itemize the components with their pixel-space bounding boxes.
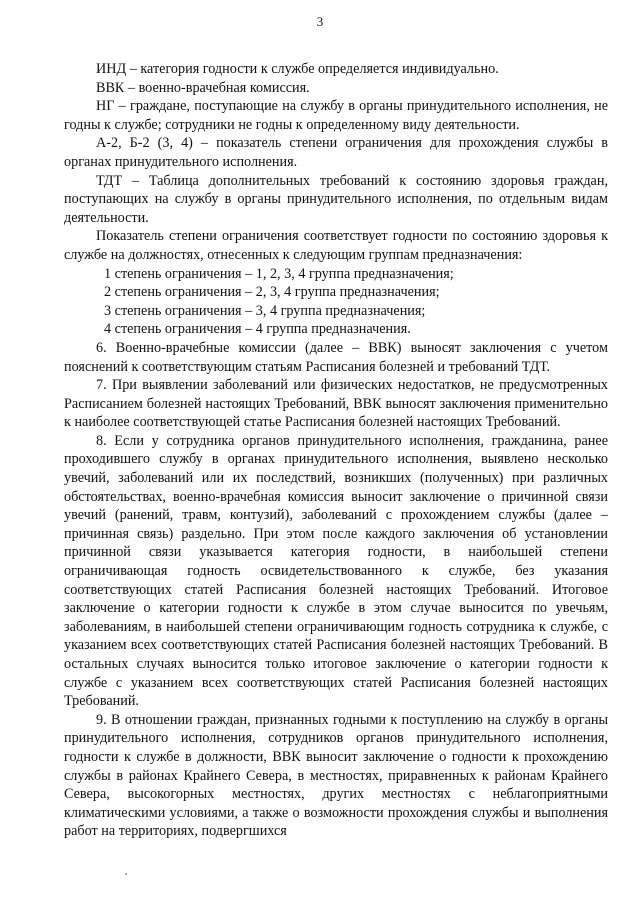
degree-item: 1 степень ограничения – 1, 2, 3, 4 группа предназначения;: [104, 265, 454, 282]
degree-item: 4 степень ограничения – 4 группа предназначения.: [104, 321, 411, 338]
degree-list: [64, 265, 608, 339]
clause-6: 6. Военно-врачебные комиссии (далее – ВВК) выносят заключения с учетом пояснений к соответствующим статьям Расписания болезней и требований ТДТ.: [64, 339, 608, 375]
degree-item: 2 степень ограничения – 2, 3, 4 группа предназначения;: [104, 284, 440, 301]
abbr-tdt: ТДТ – Таблица дополнительных требований к состоянию здоровья граждан, поступающих на службу в органы принудительного исполнения, по отдельным видам деятельности.: [64, 172, 608, 226]
abbr-ind: ИНД – категория годности к службе определяется индивидуально.: [96, 61, 499, 77]
clause-8: 8. Если у сотрудника органов принудительного исполнения, гражданина, ранее проходившего службу в органах принудительного исполнения, выявлено несколько увечий, заболеваний или их последствий, возникших (полученных) при различных обстоятельствах, военно-врачебная комиссия выносит заключение о причинной связи увечий (ранений, травм, контузий), заболеваний с прохождением службы (далее – причинная связь) раздельно. При этом после каждого заключения об установлении причинной связи указывается категория годности, в наибольшей степени ограничивающая годность освидетельствованного к службе, без указания соответствующих статей Расписания болезней настоящих Требований. Итоговое заключение о категории годности к службе в этом случае выносится по увечьям, заболеваниям, в наибольшей степени ограничивающим годность сотрудника к службе, с указанием всех соответствующих статей Расписания болезней настоящих Требований. В остальных случаях выносится только итоговое заключение о категории годности к службе с указанием всех соответствующих статей Расписания болезней настоящих Требований.: [64, 432, 608, 710]
page-number: 3: [316, 14, 324, 29]
clause-7: 7. При выявлении заболеваний или физических недостатков, не предусмотренных Расписанием болезней настоящих Требований, ВВК выносят заключения применительно к наиболее соответствующей статье Расписания болезней настоящих Требований.: [64, 377, 608, 431]
abbr-a2b2: А-2, Б-2 (3, 4) – показатель степени ограничения для прохождения службы в органах принудительного исполнения.: [64, 135, 608, 170]
abbr-vvk: ВВК – военно-врачебная комиссия.: [96, 79, 310, 96]
degree-item: 3 степень ограничения – 3, 4 группа предназначения;: [104, 302, 426, 319]
document-body: [64, 60, 608, 841]
scan-speck: [125, 873, 127, 875]
abbr-ng: НГ – граждане, поступающие на службу в органы принудительного исполнения, не годны к службе; сотрудники не годны к определенному виду деятельности.: [64, 98, 608, 133]
indicator-paragraph: Показатель степени ограничения соответствует годности по состоянию здоровья к службе на должностях, отнесенных к следующим группам предназначения:: [64, 228, 608, 263]
clause-9: 9. В отношении граждан, признанных годными к поступлению на службу в органы принудительного исполнения, сотрудников органов принудительного исполнения, годности к службе в должности, ВВК выносит заключение о годности к прохождению службы в районах Крайнего Севера, в местностях, приравненных к районам Крайнего Севера, высокогорных местностях, других местностях с неблагоприятными климатическими условиями, а также о возможности прохождения службы и выполнения работ на территориях, подвергшихся: [64, 711, 608, 840]
